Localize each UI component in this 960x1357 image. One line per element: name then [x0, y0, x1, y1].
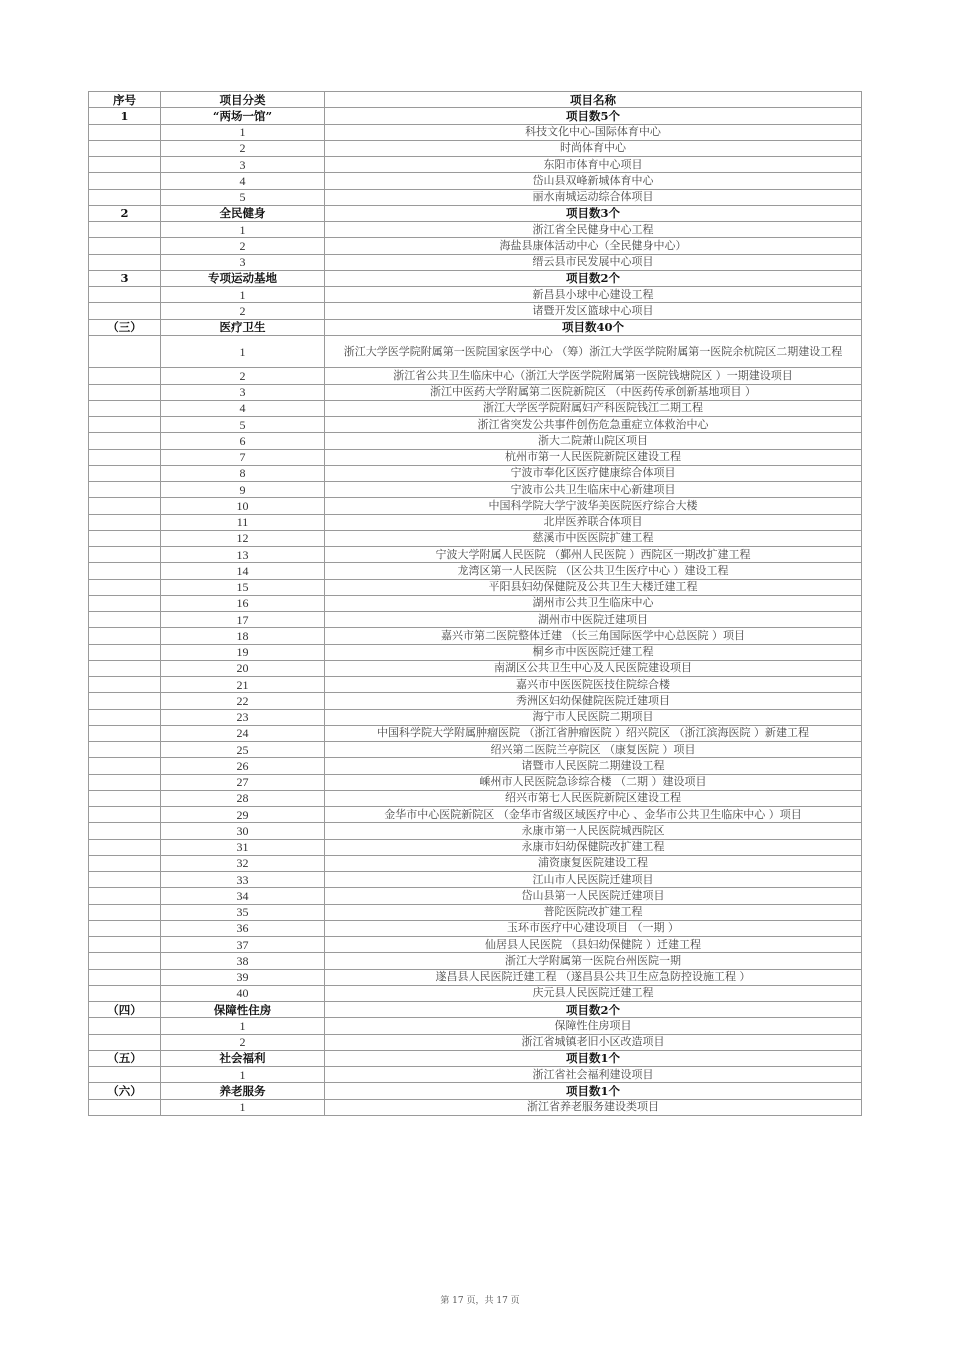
item-name: 浙江省城镇老旧小区改造项目 [325, 1034, 862, 1050]
table-row [89, 563, 862, 579]
table-row [89, 287, 862, 303]
item-name: 金华市中心医院新院区 （金华市省级区域医疗中心 、金华市公共卫生临床中心 ）项目 [325, 807, 862, 823]
item-number: 33 [161, 872, 325, 888]
table-row [89, 384, 862, 400]
project-table [88, 91, 862, 1116]
item-number: 18 [161, 628, 325, 644]
empty-seq-cell [89, 742, 161, 758]
table-row [89, 953, 862, 969]
item-number: 1 [161, 222, 325, 238]
table-row [89, 839, 862, 855]
item-number: 12 [161, 530, 325, 546]
table-row [89, 904, 862, 920]
item-name: 保障性住房项目 [325, 1018, 862, 1034]
table-row [89, 222, 862, 238]
group-count: 项目数40个 [325, 319, 862, 335]
table-row [89, 628, 862, 644]
group-category: 养老服务 [161, 1083, 325, 1099]
table-row [89, 400, 862, 416]
table-row [89, 872, 862, 888]
table-row [89, 920, 862, 936]
group-seq: 1 [89, 108, 161, 124]
table-row [89, 124, 862, 140]
table-row [89, 433, 862, 449]
table-row [89, 807, 862, 823]
item-number: 4 [161, 173, 325, 189]
table-row [89, 612, 862, 628]
table-row [89, 254, 862, 270]
empty-seq-cell [89, 823, 161, 839]
table-row [89, 303, 862, 319]
group-seq: 2 [89, 205, 161, 221]
empty-seq-cell [89, 677, 161, 693]
empty-seq-cell [89, 612, 161, 628]
item-number: 3 [161, 157, 325, 173]
item-name: 浙江省突发公共事件创伤危急重症立体救治中心 [325, 417, 862, 433]
table-row [89, 417, 862, 433]
table-row [89, 677, 862, 693]
item-name: 时尚体育中心 [325, 140, 862, 156]
item-name: 丽水南城运动综合体项目 [325, 189, 862, 205]
group-category: 医疗卫生 [161, 319, 325, 335]
empty-seq-cell [89, 189, 161, 205]
item-number: 20 [161, 660, 325, 676]
item-number: 8 [161, 465, 325, 481]
group-row [89, 270, 862, 286]
item-name: 江山市人民医院迁建项目 [325, 872, 862, 888]
item-number: 39 [161, 969, 325, 985]
table-row [89, 335, 862, 368]
empty-seq-cell [89, 287, 161, 303]
item-name: 浙江中医药大学附属第二医院新院区 （中医药传承创新基地项目 ） [325, 384, 862, 400]
item-name: 浙江大学医学院附属妇产科医院钱江二期工程 [325, 400, 862, 416]
item-name: 海宁市人民医院二期项目 [325, 709, 862, 725]
header-seq: 序号 [89, 92, 161, 108]
group-count: 项目数2个 [325, 1002, 862, 1018]
item-number: 1 [161, 1067, 325, 1083]
group-row [89, 1083, 862, 1099]
item-number: 35 [161, 904, 325, 920]
item-name: 杭州市第一人民医院新院区建设工程 [325, 449, 862, 465]
table-row [89, 482, 862, 498]
item-name: 宁波市公共卫生临床中心新建项目 [325, 482, 862, 498]
table-row [89, 579, 862, 595]
empty-seq-cell [89, 1034, 161, 1050]
item-name: 嘉兴市中医医院医技住院综合楼 [325, 677, 862, 693]
empty-seq-cell [89, 595, 161, 611]
item-number: 29 [161, 807, 325, 823]
item-number: 25 [161, 742, 325, 758]
table-row [89, 644, 862, 660]
group-count: 项目数2个 [325, 270, 862, 286]
empty-seq-cell [89, 920, 161, 936]
item-name: 科技文化中心-国际体育中心 [325, 124, 862, 140]
empty-seq-cell [89, 807, 161, 823]
table-row [89, 709, 862, 725]
group-seq: （五） [89, 1050, 161, 1066]
empty-seq-cell [89, 855, 161, 871]
item-number: 27 [161, 774, 325, 790]
item-name: 诸暨市人民医院二期建设工程 [325, 758, 862, 774]
item-name: 龙湾区第一人民医院 （区公共卫生医疗中心 ）建设工程 [325, 563, 862, 579]
item-name: 东阳市体育中心项目 [325, 157, 862, 173]
table-row [89, 157, 862, 173]
table-row [89, 140, 862, 156]
empty-seq-cell [89, 254, 161, 270]
empty-seq-cell [89, 482, 161, 498]
empty-seq-cell [89, 937, 161, 953]
empty-seq-cell [89, 953, 161, 969]
empty-seq-cell [89, 628, 161, 644]
empty-seq-cell [89, 563, 161, 579]
table-row [89, 595, 862, 611]
item-number: 22 [161, 693, 325, 709]
item-name: 湖州市中医院迁建项目 [325, 612, 862, 628]
table-row [89, 449, 862, 465]
table-row [89, 530, 862, 546]
item-name: 浙大二院萧山院区项目 [325, 433, 862, 449]
item-number: 34 [161, 888, 325, 904]
group-seq: 3 [89, 270, 161, 286]
table-row [89, 514, 862, 530]
item-number: 38 [161, 953, 325, 969]
item-number: 4 [161, 400, 325, 416]
item-number: 13 [161, 547, 325, 563]
empty-seq-cell [89, 969, 161, 985]
item-number: 2 [161, 140, 325, 156]
item-name: 嵊州市人民医院急诊综合楼 （二期 ）建设项目 [325, 774, 862, 790]
item-name: 桐乡市中医医院迁建工程 [325, 644, 862, 660]
table-row [89, 742, 862, 758]
item-name: 普陀医院改扩建工程 [325, 904, 862, 920]
item-number: 2 [161, 1034, 325, 1050]
item-name: 平阳县妇幼保健院及公共卫生大楼迁建工程 [325, 579, 862, 595]
table-body [89, 108, 862, 1116]
table-row [89, 189, 862, 205]
table-row [89, 173, 862, 189]
empty-seq-cell [89, 530, 161, 546]
table-row [89, 368, 862, 384]
item-name: 岱山县双峰新城体育中心 [325, 173, 862, 189]
group-row [89, 319, 862, 335]
empty-seq-cell [89, 124, 161, 140]
item-number: 31 [161, 839, 325, 855]
empty-seq-cell [89, 693, 161, 709]
item-number: 6 [161, 433, 325, 449]
table-row [89, 969, 862, 985]
empty-seq-cell [89, 872, 161, 888]
empty-seq-cell [89, 758, 161, 774]
empty-seq-cell [89, 335, 161, 368]
empty-seq-cell [89, 725, 161, 741]
item-name: 秀洲区妇幼保健院医院迁建项目 [325, 693, 862, 709]
empty-seq-cell [89, 774, 161, 790]
group-seq: （四） [89, 1002, 161, 1018]
item-number: 7 [161, 449, 325, 465]
empty-seq-cell [89, 368, 161, 384]
table-row [89, 238, 862, 254]
item-name: 绍兴市第七人民医院新院区建设工程 [325, 790, 862, 806]
group-row [89, 205, 862, 221]
item-name: 中国科学院大学附属肿瘤医院 （浙江省肿瘤医院 ）绍兴院区 （浙江滨海医院 ）新建工程 [325, 725, 862, 741]
table-row [89, 758, 862, 774]
table-row [89, 937, 862, 953]
item-number: 30 [161, 823, 325, 839]
table-row [89, 985, 862, 1001]
empty-seq-cell [89, 904, 161, 920]
item-number: 1 [161, 335, 325, 368]
item-name: 岱山县第一人民医院迁建项目 [325, 888, 862, 904]
group-seq: （三） [89, 319, 161, 335]
empty-seq-cell [89, 417, 161, 433]
item-name: 浙江省养老服务建设类项目 [325, 1099, 862, 1115]
item-number: 40 [161, 985, 325, 1001]
item-number: 23 [161, 709, 325, 725]
item-name: 永康市第一人民医院城西院区 [325, 823, 862, 839]
group-count: 项目数1个 [325, 1083, 862, 1099]
empty-seq-cell [89, 157, 161, 173]
group-count: 项目数3个 [325, 205, 862, 221]
item-name: 宁波市奉化区医疗健康综合体项目 [325, 465, 862, 481]
empty-seq-cell [89, 1099, 161, 1115]
table-row [89, 725, 862, 741]
header-name: 项目名称 [325, 92, 862, 108]
item-name: 浙江省社会福利建设项目 [325, 1067, 862, 1083]
item-name: 绍兴第二医院兰亭院区 （康复医院 ）项目 [325, 742, 862, 758]
item-name: 慈溪市中医医院扩建工程 [325, 530, 862, 546]
empty-seq-cell [89, 1067, 161, 1083]
table-row [89, 547, 862, 563]
item-number: 19 [161, 644, 325, 660]
empty-seq-cell [89, 709, 161, 725]
item-name: 仙居县人民医院 （县妇幼保健院 ）迁建工程 [325, 937, 862, 953]
item-name: 浦资康复医院建设工程 [325, 855, 862, 871]
group-category: 社会福利 [161, 1050, 325, 1066]
empty-seq-cell [89, 465, 161, 481]
item-number: 5 [161, 189, 325, 205]
table-row [89, 1099, 862, 1115]
item-number: 11 [161, 514, 325, 530]
item-name: 北岸医养联合体项目 [325, 514, 862, 530]
item-number: 32 [161, 855, 325, 871]
item-number: 3 [161, 384, 325, 400]
item-number: 1 [161, 287, 325, 303]
item-number: 2 [161, 303, 325, 319]
group-count: 项目数5个 [325, 108, 862, 124]
group-seq: （六） [89, 1083, 161, 1099]
table-row [89, 774, 862, 790]
empty-seq-cell [89, 514, 161, 530]
group-count: 项目数1个 [325, 1050, 862, 1066]
table-row [89, 888, 862, 904]
group-category: 保障性住房 [161, 1002, 325, 1018]
table-row [89, 823, 862, 839]
item-number: 2 [161, 368, 325, 384]
table-row [89, 1067, 862, 1083]
item-name: 玉环市医疗中心建设项目 （一期 ） [325, 920, 862, 936]
item-number: 9 [161, 482, 325, 498]
table-row [89, 790, 862, 806]
empty-seq-cell [89, 238, 161, 254]
item-number: 14 [161, 563, 325, 579]
group-row [89, 108, 862, 124]
table-row [89, 855, 862, 871]
item-number: 2 [161, 238, 325, 254]
table-header-row [89, 92, 862, 108]
empty-seq-cell [89, 985, 161, 1001]
item-name: 嘉兴市第二医院整体迁建 （长三角国际医学中心总医院 ）项目 [325, 628, 862, 644]
empty-seq-cell [89, 660, 161, 676]
item-name: 庆元县人民医院迁建工程 [325, 985, 862, 1001]
group-row [89, 1050, 862, 1066]
item-number: 15 [161, 579, 325, 595]
empty-seq-cell [89, 449, 161, 465]
empty-seq-cell [89, 790, 161, 806]
table-row [89, 1018, 862, 1034]
item-number: 5 [161, 417, 325, 433]
item-name: 浙江省全民健身中心工程 [325, 222, 862, 238]
item-name: 宁波大学附属人民医院 （鄞州人民医院 ）西院区一期改扩建工程 [325, 547, 862, 563]
page-number: 第 17 页，共 17 页 [440, 1296, 520, 1306]
item-name: 南湖区公共卫生中心及人民医院建设项目 [325, 660, 862, 676]
table-row [89, 1034, 862, 1050]
item-name: 浙江省公共卫生临床中心（浙江大学医学院附属第一医院钱塘院区 ）一期建设项目 [325, 368, 862, 384]
empty-seq-cell [89, 839, 161, 855]
empty-seq-cell [89, 888, 161, 904]
item-name: 遂昌县人民医院迁建工程 （遂昌县公共卫生应急防控设施工程 ） [325, 969, 862, 985]
item-name: 浙江大学医学院附属第一医院国家医学中心 （筹）浙江大学医学院附属第一医院余杭院区二期建设工程 [325, 335, 862, 368]
table-row [89, 660, 862, 676]
empty-seq-cell [89, 579, 161, 595]
item-number: 37 [161, 937, 325, 953]
group-category: 专项运动基地 [161, 270, 325, 286]
group-category: 全民健身 [161, 205, 325, 221]
item-name: 海盐县康体活动中心（全民健身中心） [325, 238, 862, 254]
item-number: 10 [161, 498, 325, 514]
empty-seq-cell [89, 433, 161, 449]
item-number: 1 [161, 1099, 325, 1115]
item-name: 永康市妇幼保健院改扩建工程 [325, 839, 862, 855]
table-row [89, 498, 862, 514]
empty-seq-cell [89, 222, 161, 238]
item-number: 36 [161, 920, 325, 936]
item-number: 1 [161, 124, 325, 140]
empty-seq-cell [89, 644, 161, 660]
item-number: 3 [161, 254, 325, 270]
item-number: 26 [161, 758, 325, 774]
table-row [89, 465, 862, 481]
item-name: 湖州市公共卫生临床中心 [325, 595, 862, 611]
empty-seq-cell [89, 498, 161, 514]
item-number: 24 [161, 725, 325, 741]
empty-seq-cell [89, 173, 161, 189]
item-number: 21 [161, 677, 325, 693]
item-name: 浙江大学附属第一医院台州医院一期 [325, 953, 862, 969]
group-category: “两场一馆” [161, 108, 325, 124]
item-number: 17 [161, 612, 325, 628]
empty-seq-cell [89, 547, 161, 563]
group-row [89, 1002, 862, 1018]
item-name: 新昌县小球中心建设工程 [325, 287, 862, 303]
item-number: 16 [161, 595, 325, 611]
empty-seq-cell [89, 140, 161, 156]
empty-seq-cell [89, 1018, 161, 1034]
item-name: 诸暨开发区篮球中心项目 [325, 303, 862, 319]
empty-seq-cell [89, 384, 161, 400]
item-number: 28 [161, 790, 325, 806]
item-number: 1 [161, 1018, 325, 1034]
empty-seq-cell [89, 400, 161, 416]
table-row [89, 693, 862, 709]
item-name: 中国科学院大学宁波华美医院医疗综合大楼 [325, 498, 862, 514]
header-category: 项目分类 [161, 92, 325, 108]
empty-seq-cell [89, 303, 161, 319]
item-name: 缙云县市民发展中心项目 [325, 254, 862, 270]
